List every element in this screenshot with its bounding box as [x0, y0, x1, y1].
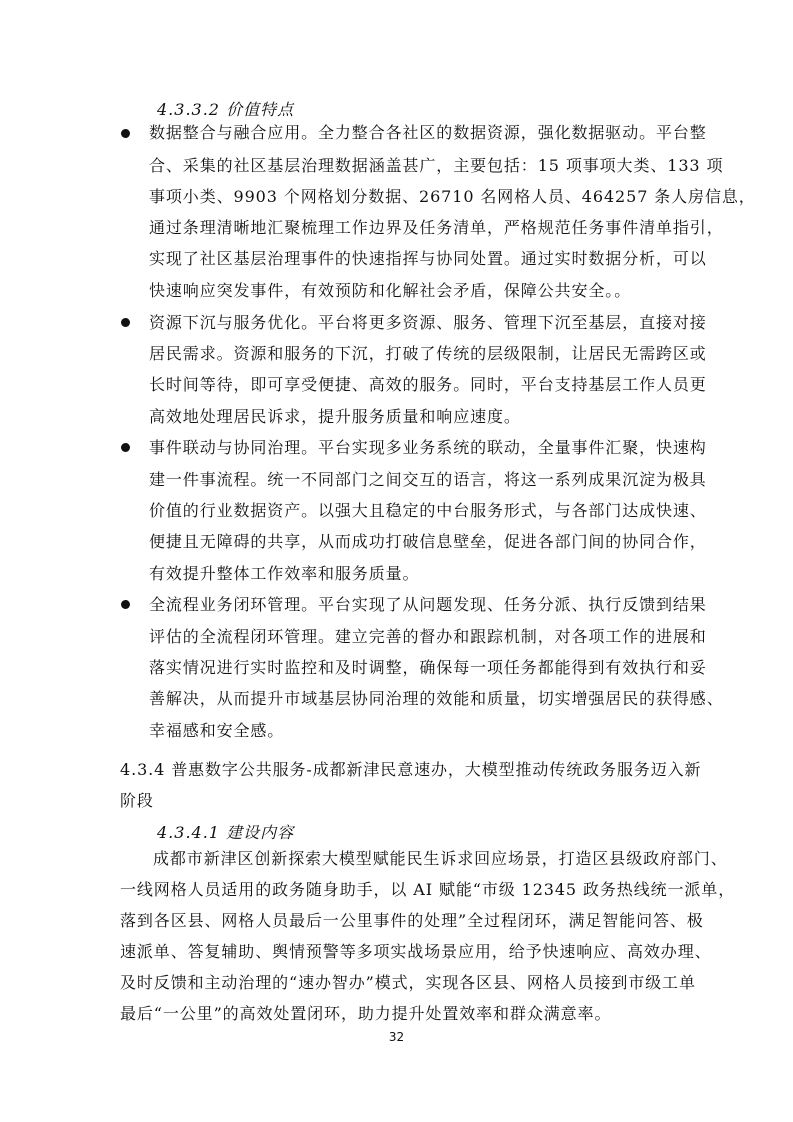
bullet-1-line-5: 实现了社区基层治理事件的快速指挥与协同处置。通过实时数据分析，可以	[149, 249, 707, 268]
bullet-1-line-2: 合、采集的社区基层治理数据涵盖甚广，主要包括：15 项事项大类、133 项	[149, 156, 724, 175]
paragraph-line-6: 最后“一公里”的高效处置闭环，助力提升处置效率和群众满意率。	[120, 1004, 612, 1023]
bullet-4-line-4: 善解决，从而提升市域基层协同治理的效能和质量，切实增强居民的获得感、	[149, 689, 724, 708]
bullet-2-line-1: 资源下沉与服务优化。平台将更多资源、服务、管理下沉至基层，直接对接	[149, 313, 707, 332]
bullet-2-line-3: 长时间等待，即可享受便捷、高效的服务。同时，平台支持基层工作人员更	[149, 375, 707, 394]
bullet-3-line-2: 建一件事流程。统一不同部门之间交互的语言，将这一系列成果沉淀为极具	[149, 470, 707, 489]
bullet-1-line-6: 快速响应突发事件，有效预防和化解社会矛盾，保障公共安全。。	[149, 281, 632, 300]
section-heading-4-3-4-line-2: 阶段	[120, 791, 154, 810]
bullet-dot	[121, 600, 130, 609]
bullet-3-line-3: 价值的行业数据资产。以强大且稳定的中台服务形式，与各部门达成快速、	[149, 501, 707, 520]
bullet-dot	[121, 318, 130, 327]
paragraph-line-3: 落到各区县、网格人员最后一公里事件的处理”全过程闭环，满足智能问答、极	[120, 911, 704, 930]
bullet-2-line-4: 高效地处理居民诉求，提升服务质量和响应速度。	[149, 407, 521, 426]
paragraph-line-2: 一线网格人员适用的政务随身助手，以 AI 赋能“市级 12345 政务热线统一派单，	[120, 880, 736, 899]
paragraph-line-1: 成都市新津区创新探索大模型赋能民生诉求回应场景，打造区县级政府部门、	[153, 849, 728, 868]
bullet-dot	[121, 129, 130, 138]
bullet-4-line-2: 评估的全流程闭环管理。建立完善的督办和跟踪机制，对各项工作的进展和	[149, 627, 707, 646]
paragraph-line-5: 及时反馈和主动治理的“速办智办”模式，实现各区县、网格人员接到市级工单	[120, 973, 696, 992]
subsection-heading-4-3-4-1: 4.3.4.1 建设内容	[157, 823, 295, 842]
bullet-2-line-2: 居民需求。资源和服务的下沉，打破了传统的层级限制，让居民无需跨区或	[149, 344, 707, 363]
subsection-heading-4-3-3-2: 4.3.3.2 价值特点	[157, 100, 295, 119]
bullet-4-line-5: 幸福感和安全感。	[149, 721, 285, 740]
page-number: 32	[388, 1030, 405, 1044]
bullet-4-line-1: 全流程业务闭环管理。平台实现了从问题发现、任务分派、执行反馈到结果	[149, 595, 707, 614]
bullet-1-line-1: 数据整合与融合应用。全力整合各社区的数据资源，强化数据驱动。平台整	[149, 123, 707, 142]
bullet-3-line-4: 便捷且无障碍的共享，从而成功打破信息壁垒，促进各部门间的协同合作，	[149, 532, 707, 551]
bullet-3-line-5: 有效提升整体工作效率和服务质量。	[149, 564, 420, 583]
paragraph-line-4: 速派单、答复辅助、舆情预警等多项实战场景应用，给予快速响应、高效办理、	[120, 942, 712, 961]
bullet-1-line-4: 通过条理清晰地汇聚梳理工作边界及任务清单，严格规范任务事件清单指引，	[149, 218, 724, 237]
bullet-4-line-3: 落实情况进行实时监控和及时调整，确保每一项任务都能得到有效执行和妥	[149, 658, 707, 677]
bullet-1-line-3: 事项小类、9903 个网格划分数据、26710 名网格人员、464257 条人房信息，	[149, 187, 756, 206]
bullet-dot	[121, 443, 130, 452]
section-heading-4-3-4-line-1: 4.3.4 普惠数字公共服务-成都新津民意速办，大模型推动传统政务服务迈入新	[120, 760, 702, 779]
bullet-3-line-1: 事件联动与协同治理。平台实现多业务系统的联动，全量事件汇聚，快速构	[149, 438, 707, 457]
